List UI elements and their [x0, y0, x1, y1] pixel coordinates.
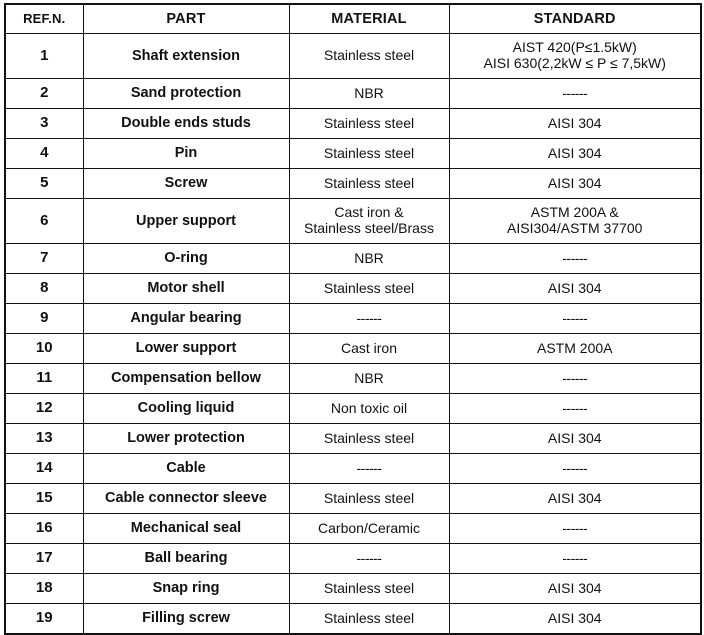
- cell-standard: ------: [449, 394, 701, 424]
- cell-part: Sand protection: [83, 79, 289, 109]
- cell-standard: ------: [449, 544, 701, 574]
- cell-part: Filling screw: [83, 604, 289, 635]
- cell-ref: 11: [5, 364, 83, 394]
- cell-material: Stainless steel: [289, 109, 449, 139]
- cell-standard: ASTM 200A: [449, 334, 701, 364]
- cell-standard: AISI 304: [449, 484, 701, 514]
- cell-material: Stainless steel: [289, 574, 449, 604]
- cell-ref: 19: [5, 604, 83, 635]
- cell-ref: 18: [5, 574, 83, 604]
- cell-standard-line1: AIST 420(P≤1.5kW): [512, 39, 637, 56]
- cell-material: [289, 199, 449, 244]
- cell-part: Cable connector sleeve: [83, 484, 289, 514]
- cell-standard: [449, 199, 701, 244]
- cell-standard: ------: [449, 304, 701, 334]
- cell-ref: 8: [5, 274, 83, 304]
- cell-standard: ------: [449, 364, 701, 394]
- table-row: [5, 334, 701, 364]
- cell-standard: AISI 304: [449, 139, 701, 169]
- table-row: [5, 514, 701, 544]
- cell-standard: ------: [449, 454, 701, 484]
- cell-standard-line1: ASTM 200A &: [530, 204, 619, 221]
- cell-part: Snap ring: [83, 574, 289, 604]
- cell-material: Stainless steel: [289, 139, 449, 169]
- column-header-ref: REF.N.: [5, 4, 83, 34]
- cell-part: O-ring: [83, 244, 289, 274]
- table-row: [5, 244, 701, 274]
- cell-ref: 1: [5, 34, 83, 79]
- cell-standard: ------: [449, 79, 701, 109]
- cell-material: Stainless steel: [289, 34, 449, 79]
- cell-ref: 6: [5, 199, 83, 244]
- table-row: [5, 394, 701, 424]
- cell-material: Stainless steel: [289, 424, 449, 454]
- cell-ref: 9: [5, 304, 83, 334]
- cell-standard-line2: AISI304/ASTM 37700: [507, 220, 643, 236]
- table-row: [5, 604, 701, 635]
- cell-standard: AISI 304: [449, 424, 701, 454]
- cell-standard-line2: AISI 630(2,2kW ≤ P ≤ 7,5kW): [483, 55, 666, 71]
- table-row: [5, 139, 701, 169]
- cell-material: NBR: [289, 79, 449, 109]
- cell-standard: AISI 304: [449, 169, 701, 199]
- cell-material: Cast iron: [289, 334, 449, 364]
- column-header-standard: STANDARD: [449, 4, 701, 34]
- cell-material: Stainless steel: [289, 604, 449, 635]
- cell-ref: 4: [5, 139, 83, 169]
- table-row: [5, 484, 701, 514]
- table-header-row: [5, 4, 701, 34]
- cell-material: ------: [289, 454, 449, 484]
- cell-material: Stainless steel: [289, 484, 449, 514]
- cell-part: Ball bearing: [83, 544, 289, 574]
- cell-standard: AISI 304: [449, 574, 701, 604]
- cell-part: Shaft extension: [83, 34, 289, 79]
- cell-material: ------: [289, 304, 449, 334]
- cell-ref: 17: [5, 544, 83, 574]
- cell-material-line1: Cast iron &: [334, 204, 404, 221]
- cell-standard: AISI 304: [449, 274, 701, 304]
- cell-ref: 12: [5, 394, 83, 424]
- cell-standard: [449, 34, 701, 79]
- cell-part: Double ends studs: [83, 109, 289, 139]
- cell-standard: AISI 304: [449, 109, 701, 139]
- table-row: [5, 199, 701, 244]
- column-header-material: MATERIAL: [289, 4, 449, 34]
- table-row: [5, 454, 701, 484]
- cell-standard: ------: [449, 244, 701, 274]
- cell-ref: 16: [5, 514, 83, 544]
- table-row: [5, 364, 701, 394]
- cell-part: Upper support: [83, 199, 289, 244]
- table-row: [5, 274, 701, 304]
- cell-part: Cooling liquid: [83, 394, 289, 424]
- cell-material: Stainless steel: [289, 274, 449, 304]
- cell-ref: 10: [5, 334, 83, 364]
- table-header: [5, 4, 701, 34]
- cell-part: Lower protection: [83, 424, 289, 454]
- cell-ref: 2: [5, 79, 83, 109]
- cell-ref: 15: [5, 484, 83, 514]
- cell-material: Stainless steel: [289, 169, 449, 199]
- cell-material: Carbon/Ceramic: [289, 514, 449, 544]
- cell-part: Cable: [83, 454, 289, 484]
- cell-part: Pin: [83, 139, 289, 169]
- cell-part: Screw: [83, 169, 289, 199]
- cell-ref: 7: [5, 244, 83, 274]
- cell-standard: ------: [449, 514, 701, 544]
- cell-standard: AISI 304: [449, 604, 701, 635]
- table-row: [5, 109, 701, 139]
- cell-ref: 14: [5, 454, 83, 484]
- table-row: [5, 169, 701, 199]
- parts-table: [4, 3, 702, 635]
- cell-part: Lower support: [83, 334, 289, 364]
- table-row: [5, 424, 701, 454]
- table-row: [5, 34, 701, 79]
- cell-ref: 13: [5, 424, 83, 454]
- cell-part: Angular bearing: [83, 304, 289, 334]
- table-row: [5, 574, 701, 604]
- cell-ref: 3: [5, 109, 83, 139]
- cell-material: NBR: [289, 364, 449, 394]
- table-row: [5, 79, 701, 109]
- table-body: [5, 34, 701, 635]
- cell-material: Non toxic oil: [289, 394, 449, 424]
- column-header-part: PART: [83, 4, 289, 34]
- cell-part: Compensation bellow: [83, 364, 289, 394]
- cell-part: Motor shell: [83, 274, 289, 304]
- table-row: [5, 304, 701, 334]
- cell-material: ------: [289, 544, 449, 574]
- cell-ref: 5: [5, 169, 83, 199]
- table-row: [5, 544, 701, 574]
- cell-material: NBR: [289, 244, 449, 274]
- cell-material-line2: Stainless steel/Brass: [304, 220, 434, 236]
- cell-part: Mechanical seal: [83, 514, 289, 544]
